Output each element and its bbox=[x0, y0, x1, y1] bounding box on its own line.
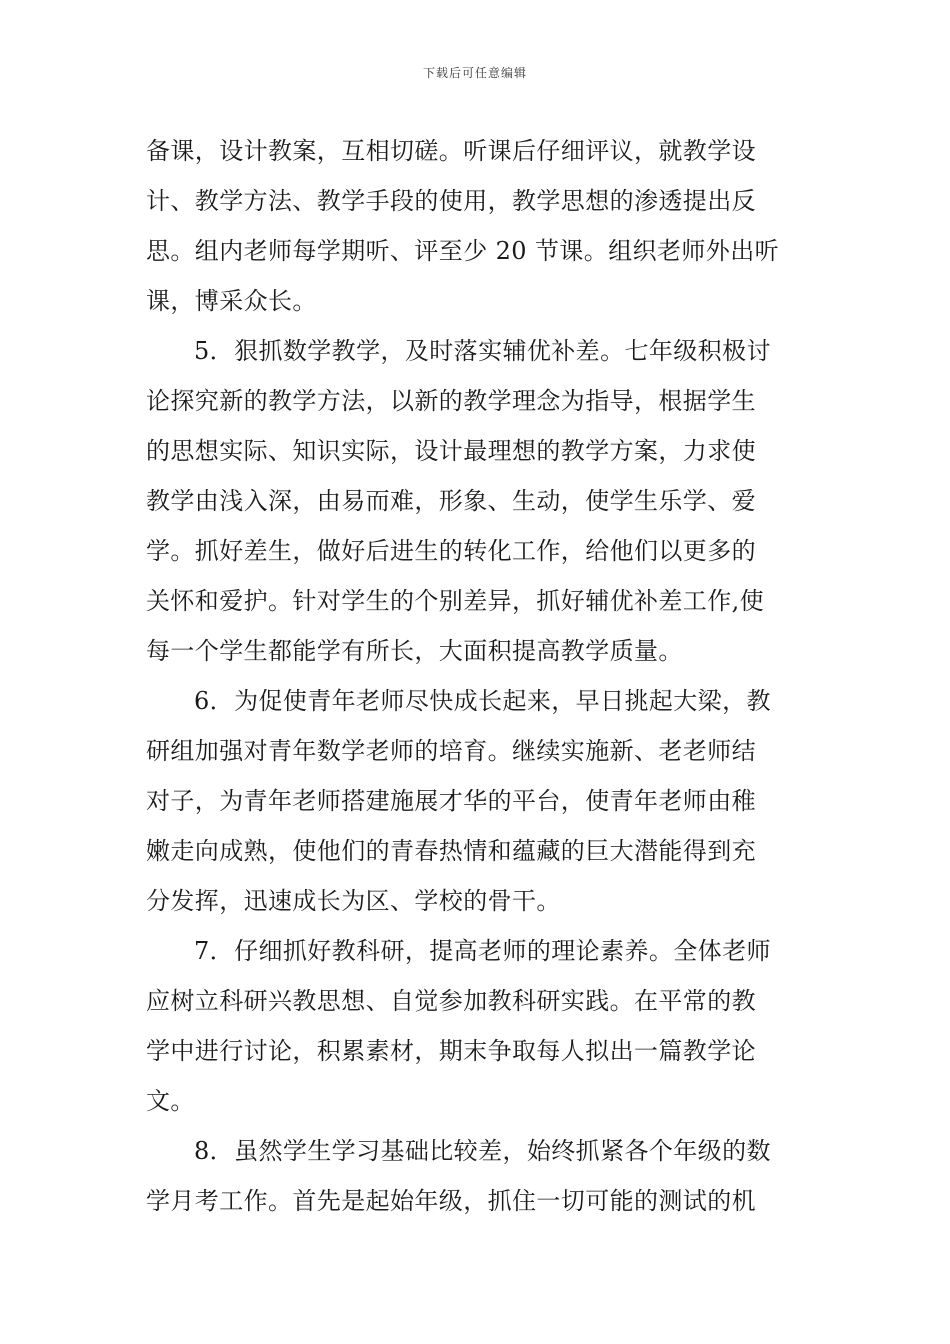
text-line: 课，博采众长。 bbox=[146, 287, 317, 315]
text-line: 8．虽然学生学习基础比较差，始终抓紧各个年级的数 bbox=[194, 1137, 771, 1165]
text-line: 学中进行讨论，积累素材，期末争取每人拟出一篇教学论 bbox=[146, 1037, 756, 1065]
document-body bbox=[146, 126, 806, 1226]
text-line: 文。 bbox=[146, 1087, 195, 1115]
text-line: 备课，设计教案，互相切磋。听课后仔细评议，就教学设 bbox=[146, 137, 756, 165]
page-header: 下载后可任意编辑 bbox=[422, 66, 527, 80]
text-line: 7．仔细抓好教科研，提高老师的理论素养。全体老师 bbox=[194, 937, 771, 965]
text-line: 嫩走向成熟，使他们的青春热情和蕴藏的巨大潜能得到充 bbox=[146, 837, 756, 865]
text-line: 学。抓好差生，做好后进生的转化工作，给他们以更多的 bbox=[146, 537, 756, 565]
text-line: 应树立科研兴教思想、自觉参加教科研实践。在平常的教 bbox=[146, 987, 756, 1015]
text-line: 计、教学方法、教学手段的使用，教学思想的渗透提出反 bbox=[146, 187, 756, 215]
text-line: 6．为促使青年老师尽快成长起来，早日挑起大梁，教 bbox=[194, 687, 771, 715]
text-line: 对子，为青年老师搭建施展才华的平台，使青年老师由稚 bbox=[146, 787, 756, 815]
text-line: 学月考工作。首先是起始年级，抓住一切可能的测试的机 bbox=[146, 1187, 756, 1215]
text-line: 关怀和爱护。针对学生的个别差异，抓好辅优补差工作,使 bbox=[146, 587, 765, 615]
text-line: 分发挥，迅速成长为区、学校的骨干。 bbox=[146, 887, 561, 915]
text-line: 的思想实际、知识实际，设计最理想的教学方案，力求使 bbox=[146, 437, 756, 465]
text-line: 5．狠抓数学教学，及时落实辅优补差。七年级积极讨 bbox=[194, 337, 771, 365]
text-line: 教学由浅入深，由易而难，形象、生动，使学生乐学、爱 bbox=[146, 487, 756, 515]
text-line: 研组加强对青年数学老师的培育。继续实施新、老老师结 bbox=[146, 737, 756, 765]
text-line: 论探究新的教学方法，以新的教学理念为指导，根据学生 bbox=[146, 387, 756, 415]
text-line: 思。组内老师每学期听、评至少 20 节课。组织老师外出听 bbox=[146, 237, 779, 265]
text-line: 每一个学生都能学有所长，大面积提高教学质量。 bbox=[146, 637, 683, 665]
